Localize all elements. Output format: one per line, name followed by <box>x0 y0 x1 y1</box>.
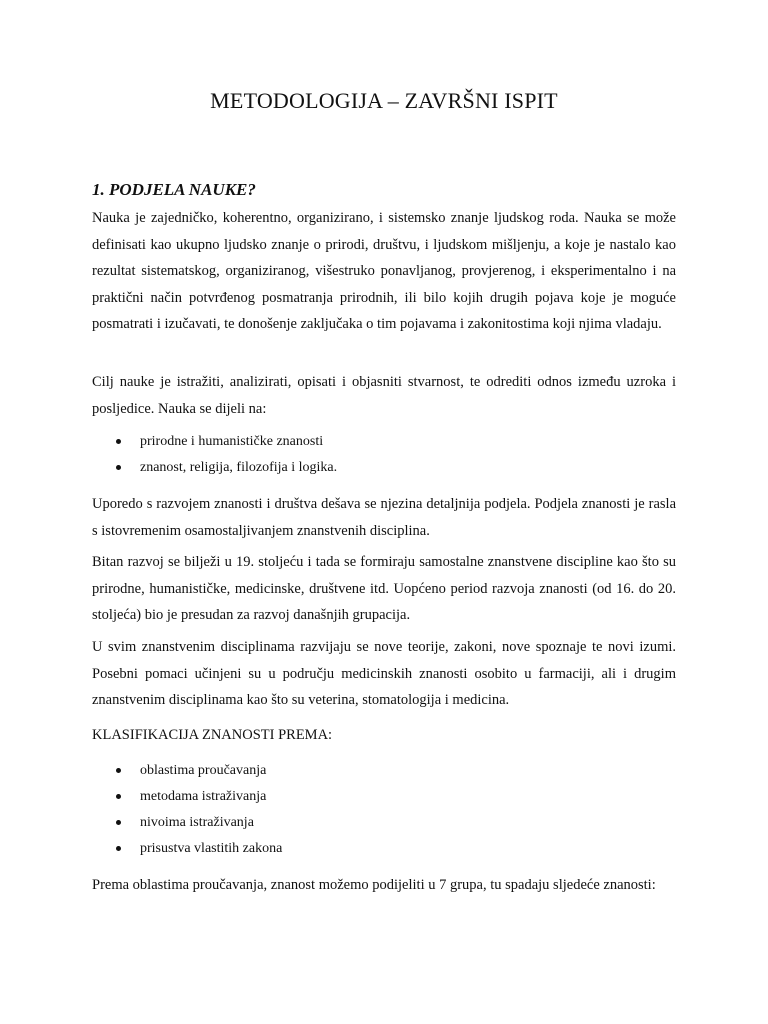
science-division-list <box>92 429 676 481</box>
classification-list <box>92 758 676 862</box>
paragraph-groups: Prema oblastima proučavanja, znanost možemo podijeliti u 7 grupa, tu spadaju sljedeće znanosti: <box>92 877 656 893</box>
bullet-icon <box>116 846 121 851</box>
bullet-icon <box>116 820 121 825</box>
paragraph-development: Uporedo s razvojem znanosti i društva dešava se njezina detaljnija podjela. Podjela znanosti je rasla s istovremenim osamostaljivanjem znanstvenih disciplina. <box>92 496 676 539</box>
list-item: metodama istraživanja <box>92 784 676 810</box>
bullet-icon <box>116 465 121 470</box>
bullet-icon <box>116 439 121 444</box>
list-item: prirodne i humanističke znanosti <box>92 429 676 455</box>
paragraph-definition: Nauka je zajedničko, koherentno, organizirano, i sistemsko znanje ljudskog roda. Nauka se može definisati kao ukupno ljudsko znanje o prirodi, društvu, i ljudskom mišljenju, a koje je nastalo kao rezultat sistematskog, organiziranog, višestruko ponavljanog, provjerenog, i eksperimentalno i na praktični način potvrđenog posmatranja prirodnih, ili bilo kojih drugih pojava koje je moguće posmatrati i izučavati, te donošenje zaključaka o tim pojavama i zakonitostima koji njima vladaju. <box>92 210 676 333</box>
document-title: METODOLOGIJA – ZAVRŠNI ISPIT <box>210 88 558 113</box>
paragraph-disciplines: U svim znanstvenim disciplinama razvijaju se nove teorije, zakoni, nove spoznaje te novi izumi. Posebni pomaci učinjeni su u području medicinskih znanosti osobito u farmaciji, ali i drugim znanstvenim disciplinama kao što su veterina, stomatologija i medicina. <box>92 639 676 709</box>
paragraph-history: Bitan razvoj se bilježi u 19. stoljeću i tada se formiraju samostalne znanstvene discipline kao što su prirodne, humanističke, medicinske, društvene itd. Uopćeno period razvoja znanosti (od 16. do 20. stoljeća) bio je presudan za razvoj današnjih grupacija. <box>92 554 676 624</box>
list-item: prisustva vlastitih zakona <box>92 836 676 862</box>
list-item: znanost, religija, filozofija i logika. <box>92 455 676 481</box>
section-heading: 1. PODJELA NAUKE? <box>92 180 256 199</box>
classification-heading: KLASIFIKACIJA ZNANOSTI PREMA: <box>92 727 333 743</box>
bullet-icon <box>116 794 121 799</box>
list-item: nivoima istraživanja <box>92 810 676 836</box>
paragraph-goal: Cilj nauke je istražiti, analizirati, opisati i objasniti stvarnost, te odrediti odnos između uzroka i posljedice. Nauka se dijeli na: <box>92 374 676 417</box>
list-item: oblastima proučavanja <box>92 758 676 784</box>
bullet-icon <box>116 768 121 773</box>
